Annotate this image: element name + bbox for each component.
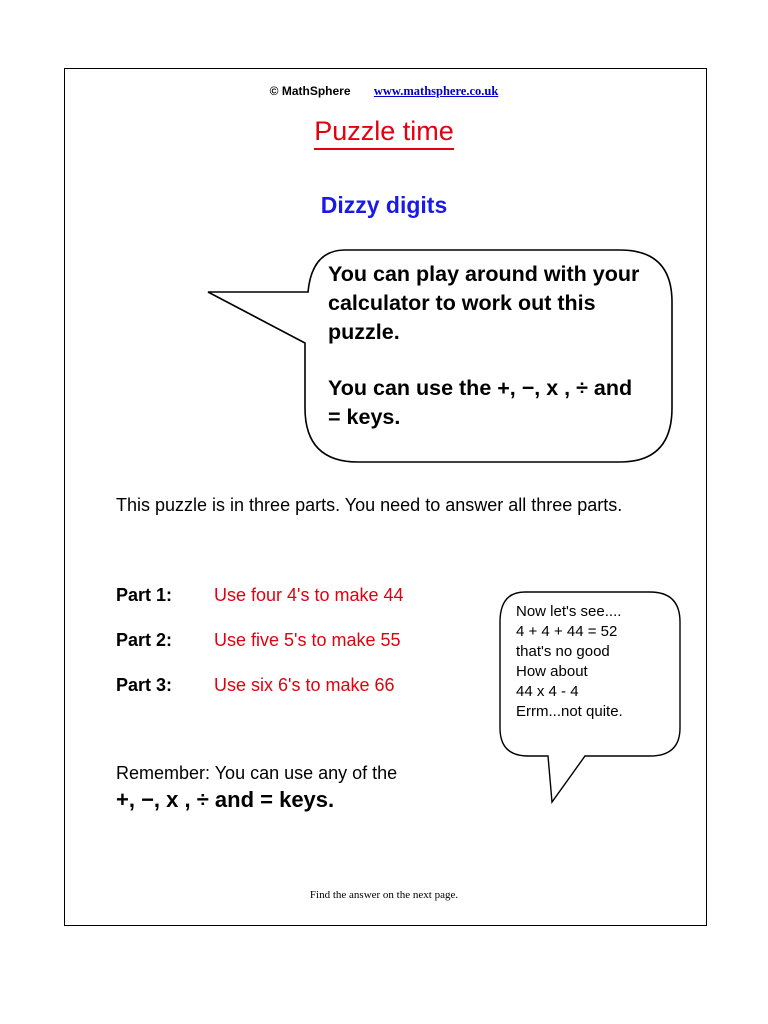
thought-line: 44 x 4 - 4 <box>516 683 579 700</box>
website-link[interactable]: www.mathsphere.co.uk <box>373 84 499 98</box>
thought-line: How about <box>516 663 588 680</box>
part-row <box>116 585 404 630</box>
thought-line: that's no good <box>516 643 610 660</box>
parts-list <box>116 585 404 720</box>
part-text: Use four 4's to make 44 <box>214 585 404 605</box>
thought-line: 4 + 4 + 44 = 52 <box>516 623 618 640</box>
thought-line: Errm...not quite. <box>516 703 623 720</box>
speech-bubble-text <box>328 260 648 432</box>
thought-line: Now let's see.... <box>516 603 622 620</box>
part-label: Part 2: <box>116 630 173 650</box>
remember-keys: +, −, x , ÷ and = keys. <box>116 787 335 812</box>
part-label: Part 3: <box>116 675 173 695</box>
part-text: Use five 5's to make 55 <box>214 630 401 650</box>
copyright-text: © MathSphere <box>269 84 351 98</box>
part-row <box>116 675 404 720</box>
part-text: Use six 6's to make 66 <box>214 675 395 695</box>
thought-bubble-text <box>516 602 666 722</box>
remember-intro: Remember: You can use any of the <box>116 763 398 783</box>
footer-note: Find the answer on the next page. <box>309 889 459 901</box>
part-row <box>116 630 404 675</box>
page-subtitle: Dizzy digits <box>320 192 448 218</box>
page-title-text: Puzzle time <box>314 117 454 150</box>
speech-bubble-line-1: You can play around with your calculator to work out this puzzle. <box>328 262 640 344</box>
part-label: Part 1: <box>116 585 173 605</box>
remember-note <box>116 763 397 813</box>
speech-bubble-line-2: You can use the +, −, x , ÷ and = keys. <box>328 376 633 429</box>
intro-text: This puzzle is in three parts. You need to answer all three parts. <box>116 495 623 515</box>
